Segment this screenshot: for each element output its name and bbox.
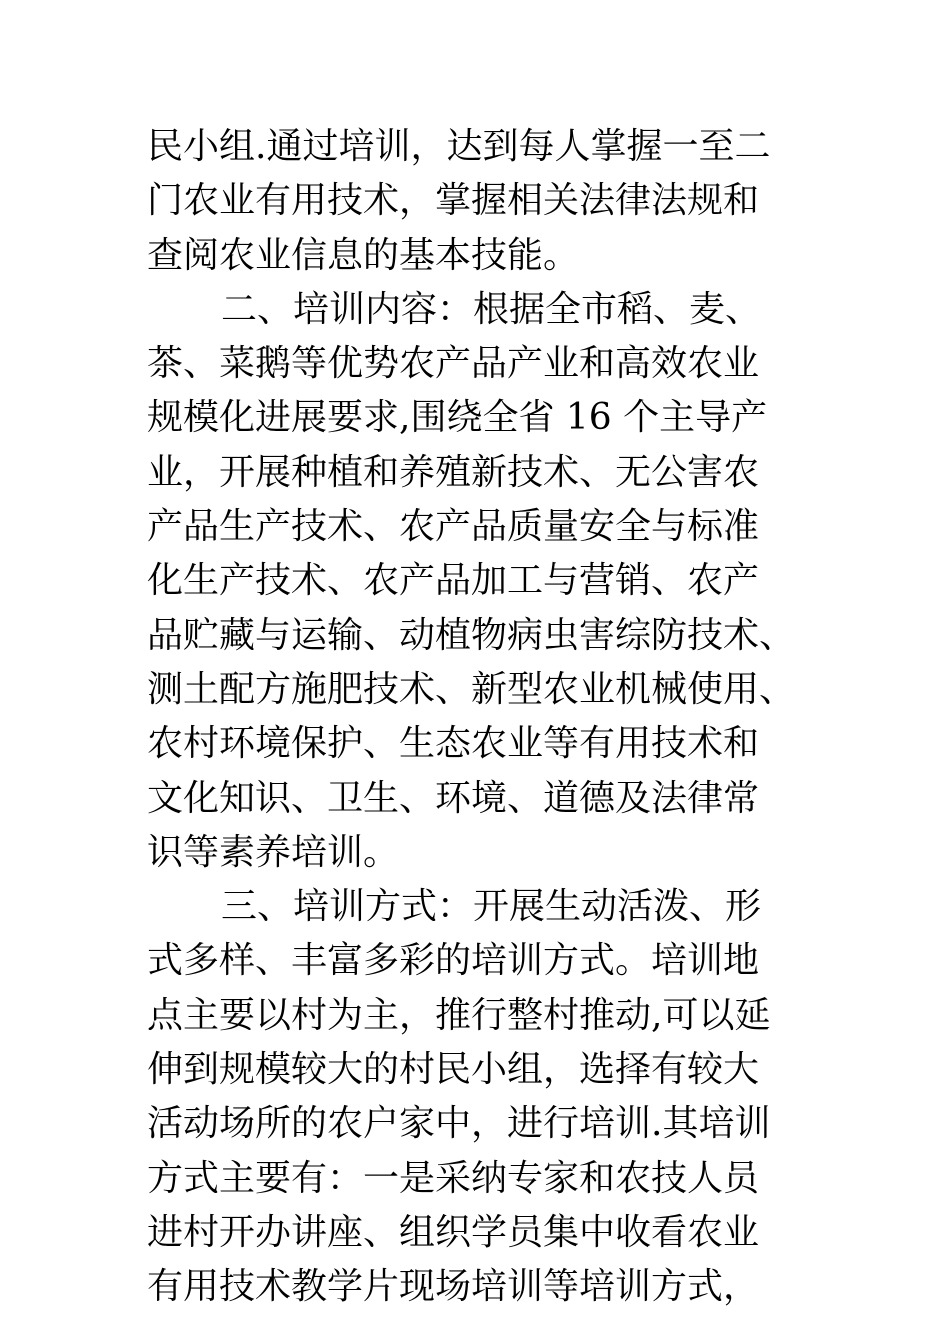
text-line: 测土配方施肥技术、新型农业机械使用、: [147, 668, 796, 710]
text-line: 规模化进展要求,围绕全省 16 个主导产: [147, 397, 768, 439]
section-heading-line: 二、培训内容：根据全市稻、麦、: [221, 288, 762, 330]
text-line: 查阅农业信息的基本技能。: [147, 234, 580, 276]
text-line: 点主要以村为主，推行整村推动,可以延: [147, 994, 771, 1036]
text-line: 化生产技术、农产品加工与营销、农产: [147, 560, 760, 602]
text-line: 识等素养培训。: [147, 831, 400, 873]
text-line: 品贮藏与运输、动植物病虫害综防技术、: [147, 614, 796, 656]
text-line: 门农业有用技术，掌握相关法律法规和: [147, 180, 760, 222]
text-line: 方式主要有：一是采纳专家和农技人员: [147, 1157, 760, 1199]
text-line: 有用技术教学片现场培训等培训方式，: [147, 1266, 760, 1308]
text-line: 进村开办讲座、组织学员集中收看农业: [147, 1211, 760, 1253]
text-line: 业，开展种植和养殖新技术、无公害农: [147, 451, 760, 493]
text-line: 茶、菜鹅等优势农产品产业和高效农业: [147, 343, 760, 385]
text-line: 活动场所的农户家中，进行培训.其培训: [147, 1103, 771, 1145]
text-line: 式多样、丰富多彩的培训方式。培训地: [147, 940, 760, 982]
text-line: 伸到规模较大的村民小组，选择有较大: [147, 1049, 760, 1091]
text-line: 民小组.通过培训，达到每人掌握一至二: [147, 126, 771, 167]
text-line: 产品生产技术、农产品质量安全与标准: [147, 506, 760, 548]
section-heading-line: 三、培训方式：开展生动活泼、形: [221, 886, 762, 928]
body-text: [147, 120, 847, 1315]
text-line: 文化知识、卫生、环境、道德及法律常: [147, 777, 760, 819]
text-line: 农村环境保护、生态农业等有用技术和: [147, 723, 760, 765]
